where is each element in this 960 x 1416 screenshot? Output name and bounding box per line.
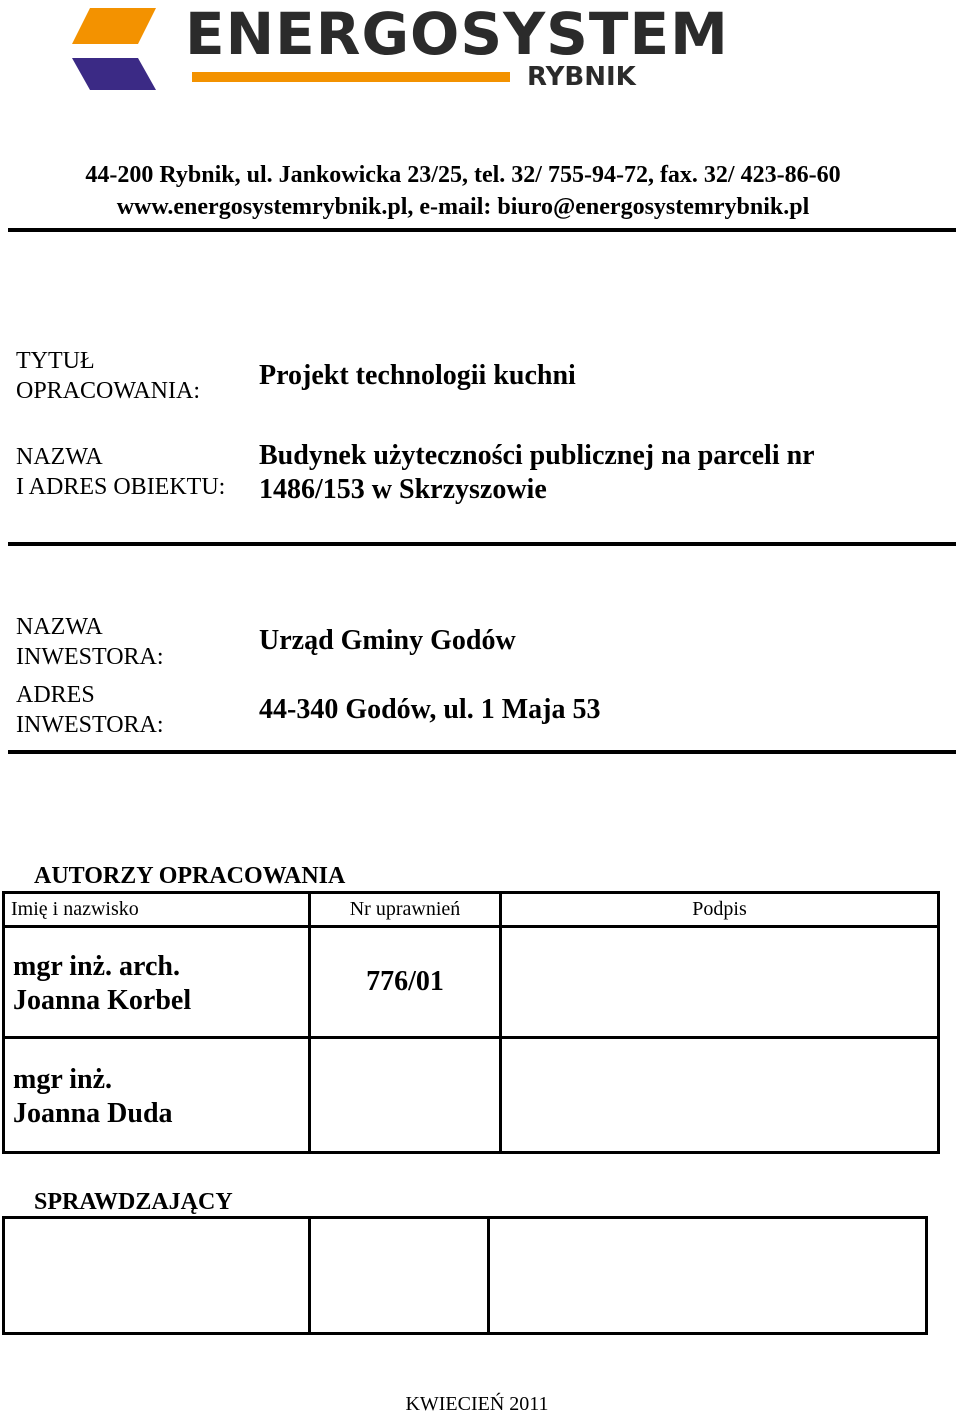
author-license: 776/01	[366, 966, 444, 997]
contact-line-address: 44-200 Rybnik, ul. Jankowicka 23/25, tel. 32/ 755-94-72, fax. 32/ 423-86-60	[85, 162, 841, 188]
logo-city: RYBNIK	[527, 62, 636, 92]
investor-name-label-line-1: NAZWA	[16, 614, 103, 640]
authors-table-header	[4, 893, 939, 927]
title-label	[16, 346, 200, 406]
signature-cell	[501, 1038, 939, 1153]
investor-address-label-line-1: ADRES	[16, 682, 95, 708]
investor-name-label	[16, 612, 164, 672]
checker-table	[2, 1216, 928, 1335]
object-name-address	[259, 439, 815, 507]
author-name-cell	[5, 1039, 308, 1131]
object-label-line-1: NAZWA	[16, 444, 103, 470]
checker-name-cell	[4, 1218, 310, 1334]
header-name: Imię i nazwisko	[11, 898, 139, 920]
title-label-line-2: OPRACOWANIA:	[16, 378, 201, 404]
author-name: Joanna Duda	[13, 1098, 173, 1129]
contact-line-web: www.energosystemrybnik.pl, e-mail: biuro@energosystemrybnik.pl	[116, 194, 810, 220]
object-label-line-2: I ADRES OBIEKTU:	[16, 474, 226, 500]
divider	[8, 542, 956, 546]
table-row	[4, 1038, 939, 1153]
investor-name-label-line-2: INWESTORA:	[16, 644, 164, 670]
author-title: mgr inż.	[13, 1064, 113, 1095]
header-license: Nr uprawnień	[349, 898, 461, 920]
checker-section-title: SPRAWDZAJĄCY	[34, 1189, 233, 1215]
checker-license-cell	[310, 1218, 489, 1334]
header-signature: Podpis	[692, 898, 747, 920]
signature-cell	[501, 927, 939, 1038]
investor-address-label	[16, 680, 164, 740]
object-value-line-2: 1486/153 w Skrzyszowie	[259, 474, 547, 505]
title-label-line-1: TYTUŁ	[16, 348, 95, 374]
divider	[8, 228, 956, 232]
logo-accent-bar	[192, 72, 510, 82]
investor-name: Urząd Gminy Godów	[259, 625, 516, 656]
document-date: KWIECIEŃ 2011	[405, 1393, 549, 1415]
author-title: mgr inż. arch.	[13, 951, 180, 982]
logo-mark-icon	[72, 8, 162, 90]
investor-address-label-line-2: INWESTORA:	[16, 712, 164, 738]
project-title: Projekt technologii kuchni	[259, 360, 576, 391]
divider	[8, 750, 956, 754]
checker-signature-cell	[489, 1218, 927, 1334]
logo-name: ENERGOSYSTEM	[185, 0, 729, 68]
object-label	[16, 442, 225, 502]
author-name: Joanna Korbel	[13, 985, 192, 1016]
table-row	[4, 1218, 927, 1334]
table-row	[4, 927, 939, 1038]
author-name-cell	[5, 928, 308, 1018]
authors-section-title: AUTORZY OPRACOWANIA	[34, 863, 346, 889]
investor-address: 44-340 Godów, ul. 1 Maja 53	[259, 694, 601, 725]
authors-table	[2, 891, 940, 1154]
object-value-line-1: Budynek użyteczności publicznej na parceli nr	[259, 440, 815, 471]
